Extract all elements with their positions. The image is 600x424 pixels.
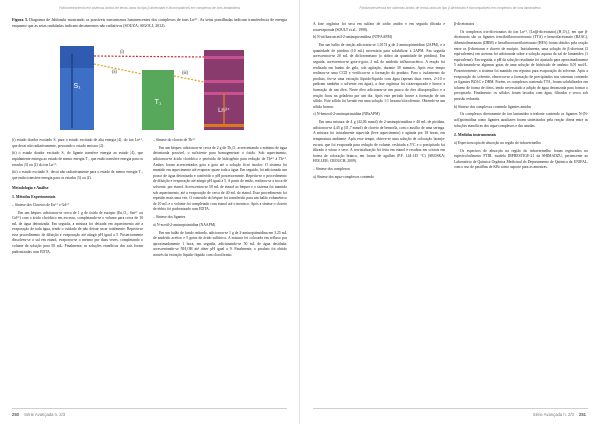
running-head-left: Fotoluminescência em sistemas ácidos de terras-raras do tipo β-dicetonato e biocompatíveis em complexos de íons lantanídeos <box>58 6 241 10</box>
left-page-col2 <box>153 138 287 261</box>
subsection-title: 1. Métodos Experimentais <box>12 195 56 200</box>
ln-level-3 <box>204 80 244 83</box>
jablonski-diagram <box>12 40 287 134</box>
transfer-arrow-i <box>94 56 204 57</box>
s1-upper-band <box>60 46 94 68</box>
mechanism-item-iii: (iii) o estado excitado S₁ decai não radiativamente para o estado de menor energia T₁, que então transfere energia para os estados |3⟩ ou |2⟩. <box>12 170 143 180</box>
page-number-left: 250 <box>12 412 19 417</box>
sub-item-cloretos: – Síntese dos Cloretos de Eu³⁺ e Gd³⁺ <box>12 202 70 207</box>
footer-rule-right <box>313 408 588 409</box>
right-page-col1 <box>313 22 445 183</box>
paragraph-naapm: Em um balão de fundo redondo, adicionou-se 1 g de 2-aminopirimidina em 3,25 mL de anidrido acético e 5 gotas de ácido sulfúrico. A mistura foi colocada em refluxo por aproximadamente 1 hora, em seguida, adicionando-se 50 mL de água destilada, acrescentando-se NH₄OH até obter pH igual a 9. Finalmente, o produto foi obtido através da extração líquido-líquido com clorofórmio. <box>153 230 287 258</box>
paragraph-amidas: Os complexos diretamente de íon lantanídeo trivalente contendo os ligantes N-(N-acil)pirimidina como ligantes auxiliares foram sintetizados pela reação direta entre as soluções etanólicas dos aqua-complexos e das amidas. <box>454 112 588 128</box>
paragraph-dicetonatos: Os complexos tris-dicetonatos do íon Ln³⁺, [Ln(β-dicetonato)₃(H₂O)₂], em que β-dicetonato são os ligantes tenoiltrifluoroacetonato (TTA) e benzoilacetonato (BZAC), dibenzoilmetanato (DBM) e hexafluoroacetilacetonato (HFA) foram obtidos pela reação entre os β-dicetonas e cloreto de európio. Inicialmente, uma solução de β-dicetona (3 equivalentes) em acetona foi adicionada sobre a solução aquosa do sal de lantanídeo (1 equivalente). Em seguida, o pH da solução resultante foi ajustado para aproximadamente 5 adicionando-se algumas gotas de uma solução de hidróxido de amônio 0,01 mol/L. Posteriormente, o sistema foi mantido em repouso para evaporação do solvente. Após a evaporação do solvente, observou-se a formação de precipitados nos sistemas contendo os ligantes BZAC e DBM. Porém, os complexos contendo TTA, foram solubilizados em tolueno de forma de óleos, tendo necessitado a adição de água deionizada para formar o precipitado. Finalmente, os sólidos foram lavados com água, filtrados e secos sob pressão reduzida. <box>454 29 588 101</box>
paragraph-ntfaapm: Em um balão de reação adicionou-se 1,0174 g de 2-aminopirimidina (2APM), e a quantidade de piridina (10 mL) necessária para solubilizar a 2APM. Em seguida acrescentou-se 20 mL de diclorometano (o dobro da quantidade de piridina). Em seguida, acrescentou-se gota-a-gota, 2 mL do anidrido trifluoroacético. A reação foi realizada em banho de gelo, sob agitação, durante 30 minutos. Após esse tempo realizou-se uma CCD e verificou-se a formação do produto. Para o isolamento do produto, fez-se uma extração líquido-líquido com água (apenas duas vezes, 2×10 e pediram também o solvente em água), a fase orgânica foi rotaevaporada e houve a formação de um óleo. Neste óleo adicionou-se um pouco de éter diisopropílico e a reação ficou na geladeira por um dia. Após este período houve a formação de um sólido. Este sólido foi lavado em uma solução 1:1 hexano/clorofórmio. Obtendo-se um sólido branco. <box>313 43 445 109</box>
ln-level-4 <box>204 56 244 59</box>
paragraph-dicetonatos-head: β-dicetonatos <box>454 22 475 26</box>
sub-item-aqua: a) Síntese dos aqua-complexos contendo <box>313 174 375 179</box>
figure-caption <box>12 17 287 28</box>
footer-left <box>12 412 65 417</box>
sub-item-complexos: – Síntese dos complexos <box>313 167 350 172</box>
footer-rule-left <box>12 408 287 409</box>
sub-item-naapm: a) N-acetil-2-aminopirimidina (NAAPM) <box>153 222 216 227</box>
ln-level-1 <box>204 124 244 127</box>
sub-item-ligantes: – Síntese dos ligantes <box>153 215 186 220</box>
paragraph-terbio: Em um béquer, adicionou-se cerca de 2 g de Tb₄O₇ acrescentando o mínimo de água deionizada possível, o suficiente para homogeneizar o óxido. Sob aquecimento, adicionou-se ácido clorídrico e peróxido de hidrogênio para redução de Tb⁴⁺ à Tb³⁺. Ambos foram acrescentados gota a gota até a solução ficar incolor. O sistema foi mantido em aquecimento até evaporar quase toda a água. Em seguida, foi adicionado um pouco de água deionizada e conferido o pH posteriormente. Repetiu-se o procedimento de diluição e evaporação até atingir pH igual a 5. A partir de então, realizou-se a troca de solvente, por etanol. Acrescentou-se 50 mL de etanol ao béquer e o sistema foi mantido sob aquecimento, até a evaporação de cerca de 40 mL do etanol. Esse procedimento foi repetido mais uma vez. O conteúdo do béquer foi transferido para um balão volumétrico de 10 mL e o volume foi completado com etanol até o menisco. Após a síntese o cloreto de térbio foi padronizado com EDTA. <box>153 145 287 212</box>
sub-item-nbzapm: c) N-benzoil-2-aminopirimidina (NBzAPM) <box>313 112 380 117</box>
ln-label: Ln³⁺ <box>218 108 230 114</box>
paragraph-infravermelho: Os espectros de absorção na região do infravermelho foram registrados no espectrofotômetro FTIR, modelo IRPRESTIGE-21 da SHIMADZU, pertencente ao Laboratório de Química Orgânica Medicinal do Departamento de Química da UNIFAL, com o uso de pastilhas de KBr como suporte para as amostras. <box>454 148 588 170</box>
process-label-iii: (iii) <box>182 70 188 75</box>
mechanism-item-ii: (ii) o estado doador excitado S₁ do ligante transfere energia ao estado |4⟩, que rapidamente entrega ao estado de menor energia T₁, que então transfere energia para os estados |3⟩ ou |2⟩ do íon Ln³⁺. <box>12 151 143 167</box>
sub-item-infravermelho: a) Espectroscopia de absorção na região do infravermelho <box>454 140 541 145</box>
sub-item-amidas: b) Síntese dos complexos contendo ligantes amidas <box>454 104 532 109</box>
footer-text-right: Série Avançada n. 2/3 <box>532 412 574 417</box>
figure-label: Figura 3. <box>12 17 28 22</box>
running-head-right: Fotoluminescência em sistemas ácidos de terras-raras do tipo β-dicetonato e biocompatíveis em complexos de íons lantanídeos <box>359 6 541 10</box>
transfer-arrow-ii <box>94 64 142 74</box>
right-page-col2 <box>454 22 588 173</box>
footer-text-left: Série Avançada n. 2/3 <box>24 412 66 417</box>
footer-right <box>533 412 586 417</box>
right-page <box>300 0 600 424</box>
figure-caption-text: Diagrama de Jablonski mostrando os possíveis mecanismos luminescentes dos complexos de íons Ln³⁺. As setas pontilhadas indicam transferência de energia enquanto que as setas onduladas indicam decaimentos não radiativos (SOUZA; SIGOLI, 2012). <box>12 17 287 28</box>
paragraph-cloretos: Em um béquer, adicionou-se cerca de 1 g de óxido de európio (Eu₂O₃, Sm³⁺ ou Gd³⁺) com o ácido clorídrico em excesso, completando-se o volume para cerca de 10 mL de água deionizada. Em seguida, a mistura foi deixada em aquecimento até a evaporação de toda água, tendo o cuidado de não deixar secar totalmente. Repetiu-se esse procedimento de diluição e evaporação até atingir pH igual a 5. Posteriormente dissolveu-se o sal em etanol, evaporou-se o mesmo por duas vezes, completando o volume da solução para 50 mL. Finalmente, as soluções etanólicas dos sais foram padronizadas com EDTA. <box>12 210 143 254</box>
page-number-right: 251 <box>579 412 586 417</box>
paragraph-fase-organica: A fase orgânica foi seca em sulfato de sódio anidro e em seguida filtrada e rotaevaporada (SOULT et al., 1998). <box>313 22 445 32</box>
transfer-arrow-iii <box>174 76 204 82</box>
process-label-ii: (ii) <box>112 69 117 74</box>
section-title: Metodologia e Análise <box>12 185 49 190</box>
sub-item-ntfaapm: b) N-trifluoroacetil-2-aminopirimidina (NTFAAPM) <box>313 35 393 40</box>
left-page-col1 <box>12 138 143 257</box>
section-medidas: 2. Medidas instrumentais <box>454 133 497 138</box>
s1-label: S₁ <box>73 83 81 90</box>
paragraph-nbzapm: Em uma mistura de 4 g (42,06 mmol) de 2-aminopirimidina e 40 mL de piridina, adicionou-se 4,45 g (31,7 mmol) de cloreto de benzoíla, com o auxílio de uma seringa. A mistura foi inicialmente aquecida (leve aquecimento) e agitada por 18 horas, em temperatura ambiente. Após esse tempo, obteve-se uma solução de coloração laranja-escura, que foi evaporada para redução de volume, resfriada a 5°C e o precipitado foi filtrado à vácuo e seco. A recristalização foi feita em etanol e resultou em cristais em forma de coloração branca, em forma de agulhas (P.F. 144-145 °C) (SROSKA; HOLLER; CROUCH, 2009). <box>313 120 445 164</box>
t1-label: T₁ <box>154 99 162 106</box>
mechanism-item-i: (i) estado doador excitado S₁ para o estado excitado de alta energia |4⟩, do íon Ln³⁺, que decai não radiativamente, povoando o estado emissor |2⟩. <box>12 138 143 148</box>
process-label-i: (i) <box>120 49 124 54</box>
sub-item-terbio: – Síntese do cloreto de Tb³⁺ <box>153 138 196 142</box>
